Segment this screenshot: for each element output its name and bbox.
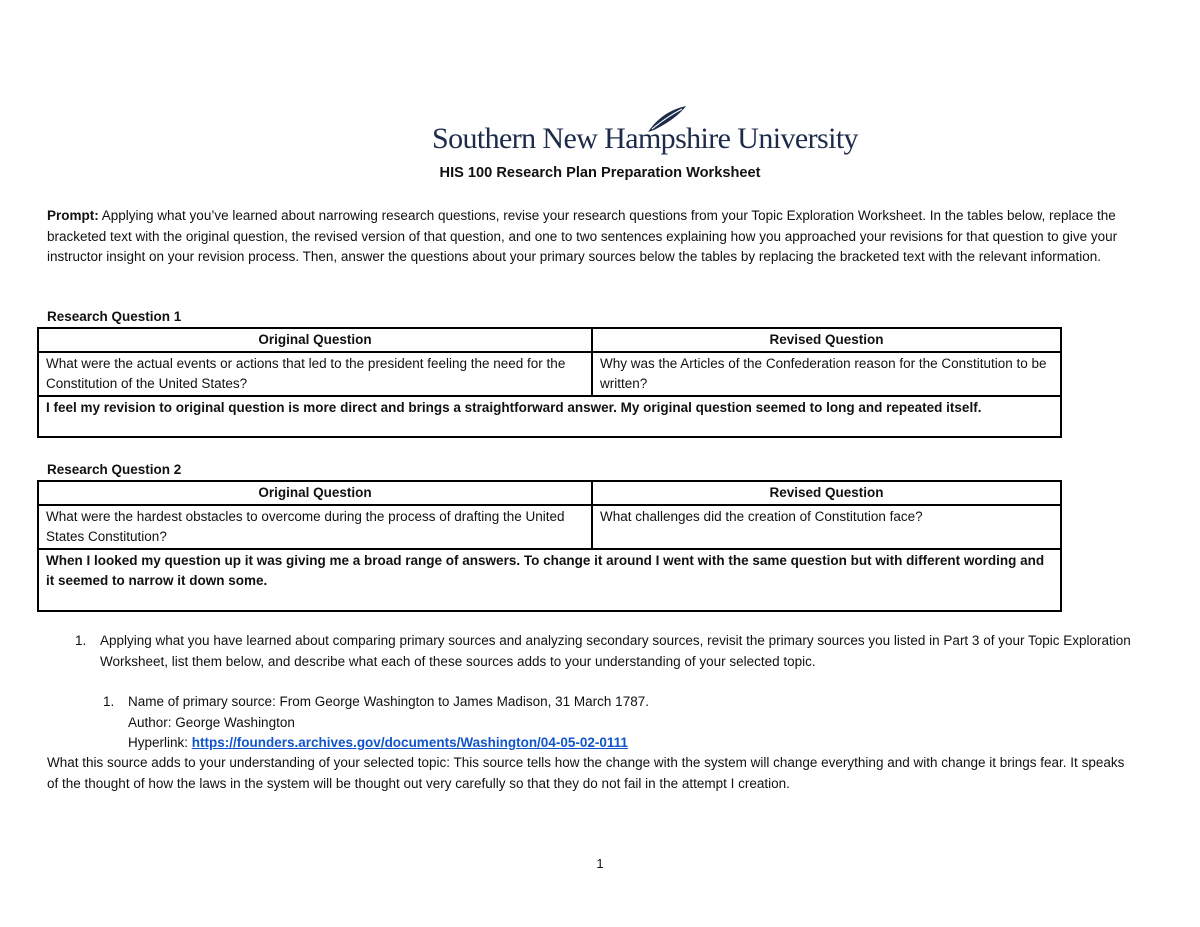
research-question-2-label: Research Question 2 <box>47 462 182 477</box>
column-header-revised: Revised Question <box>592 481 1061 505</box>
source-author: Author: George Washington <box>128 714 295 730</box>
table-header-row <box>38 328 1061 352</box>
revision-explanation-cell[interactable]: I feel my revision to original question is more direct and brings a straightforward answer. My original question seemed to long and repeated itself. <box>38 396 1061 437</box>
table-row <box>38 549 1061 611</box>
prompt-text: Applying what you’ve learned about narrowing research questions, revise your research questions from your Topic Exploration Worksheet. In the tables below, replace the bracketed text with the original question, the revised version of that question, and one to two sentences explaining how you approached your revisions for that question to give your instructor insight on your revision process. Then, answer the questions about your primary sources below the tables by replacing the bracketed text with the relevant information. <box>47 208 1118 264</box>
prompt-label: Prompt: <box>47 208 99 223</box>
table-row <box>38 352 1061 396</box>
page-number: 1 <box>596 856 604 871</box>
research-question-1-table <box>37 327 1062 438</box>
table-header-row <box>38 481 1061 505</box>
list-number: 1. <box>103 694 115 709</box>
list-number: 1. <box>75 633 87 648</box>
revision-explanation-cell[interactable]: When I looked my question up it was giving me a broad range of answers. To change it around I went with the same question but with different wording and it seemed to narrow it down some. <box>38 549 1061 611</box>
table-row <box>38 396 1061 437</box>
primary-source-entry <box>103 692 649 754</box>
source-hyperlink-line <box>128 733 649 754</box>
revised-question-cell[interactable]: Why was the Articles of the Confederation reason for the Constitution to be written? <box>592 352 1061 396</box>
research-question-2-table <box>37 480 1062 612</box>
hyperlink-label: Hyperlink: <box>128 735 192 750</box>
feather-icon <box>640 104 700 134</box>
table-row <box>38 505 1061 549</box>
university-logo <box>432 104 858 160</box>
column-header-original: Original Question <box>38 481 592 505</box>
column-header-original: Original Question <box>38 328 592 352</box>
research-question-1-label: Research Question 1 <box>47 309 182 324</box>
instruction-text: Applying what you have learned about comparing primary sources and analyzing secondary sources, revisit the primary sources you listed in Part 3 of your Topic Exploration Worksheet, list them below, and describe what each of these sources adds to your understanding of your selected topic. <box>100 633 1131 669</box>
revised-question-cell[interactable]: What challenges did the creation of Constitution face? <box>592 505 1061 549</box>
source-name: Name of primary source: From George Washington to James Madison, 31 March 1787. <box>128 694 649 709</box>
source-hyperlink[interactable]: https://founders.archives.gov/documents/Washington/04-05-02-0111 <box>191 735 628 750</box>
column-header-revised: Revised Question <box>592 328 1061 352</box>
original-question-cell[interactable]: What were the hardest obstacles to overcome during the process of drafting the United States Constitution? <box>38 505 592 549</box>
worksheet-title: HIS 100 Research Plan Preparation Worksheet <box>439 165 761 181</box>
logo-wordmark: Southern New Hampshire University <box>432 122 858 155</box>
original-question-cell[interactable]: What were the actual events or actions that led to the president feeling the need for the Constitution of the United States? <box>38 352 592 396</box>
source-understanding-text: What this source adds to your understanding of your selected topic: This source tells how the change with the system will change everything and with change it brings fear. It speaks of the thought of how the laws in the system will be thought out very carefully so that they do not fail in the attempt I creation. <box>47 755 1125 791</box>
prompt-paragraph <box>47 206 1147 268</box>
primary-sources-instruction <box>75 630 1155 672</box>
